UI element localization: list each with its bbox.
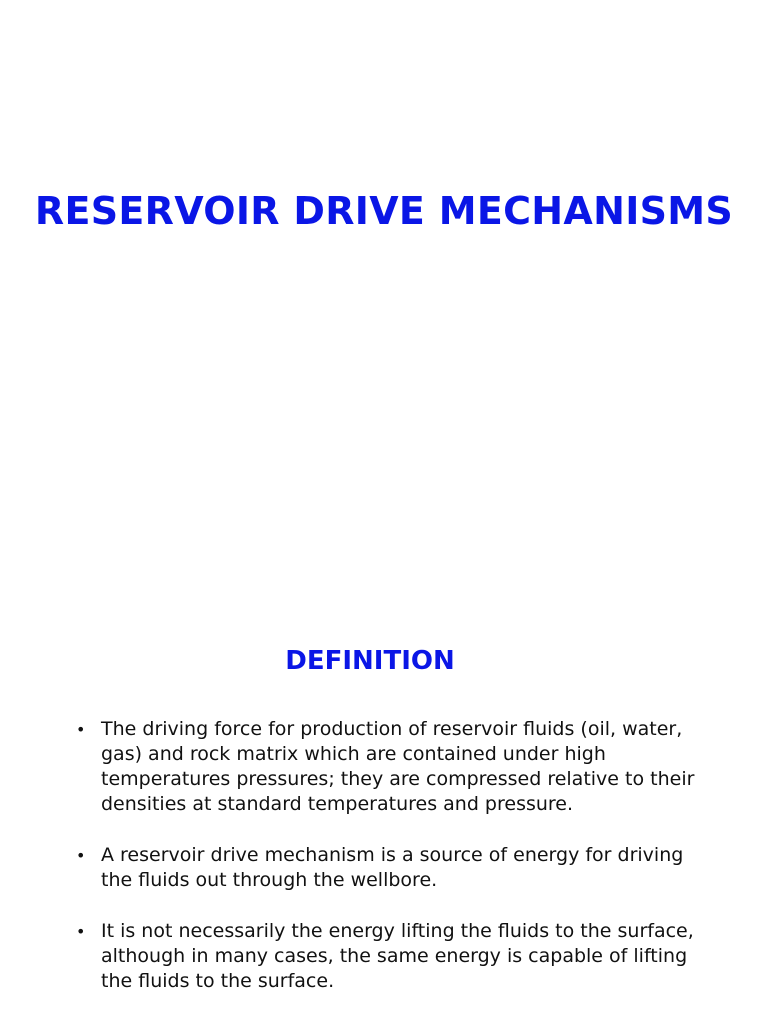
list-item [76,919,696,994]
list-item [76,717,696,817]
section-heading: DEFINITION [285,646,455,676]
bullet-text: A reservoir drive mechanism is a source of energy for driving the fluids out through the wellbore. [101,844,684,891]
list-item [76,843,696,893]
bullet-text: The driving force for production of reservoir fluids (oil, water, gas) and rock matrix which are contained under high temperatures pressures; they are compressed relative to their densities at standard temperatures and pressure. [101,718,695,815]
bullet-icon: • [76,720,86,739]
definition-slide [0,576,768,1024]
slide-title: RESERVOIR DRIVE MECHANISMS [34,189,734,233]
bullet-list [76,717,696,1020]
bullet-icon: • [76,846,86,865]
bullet-text: It is not necessarily the energy lifting the fluids to the surface, although in many cases, the same energy is capable of lifting the fluids to the surface. [101,920,694,992]
bullet-icon: • [76,922,86,941]
